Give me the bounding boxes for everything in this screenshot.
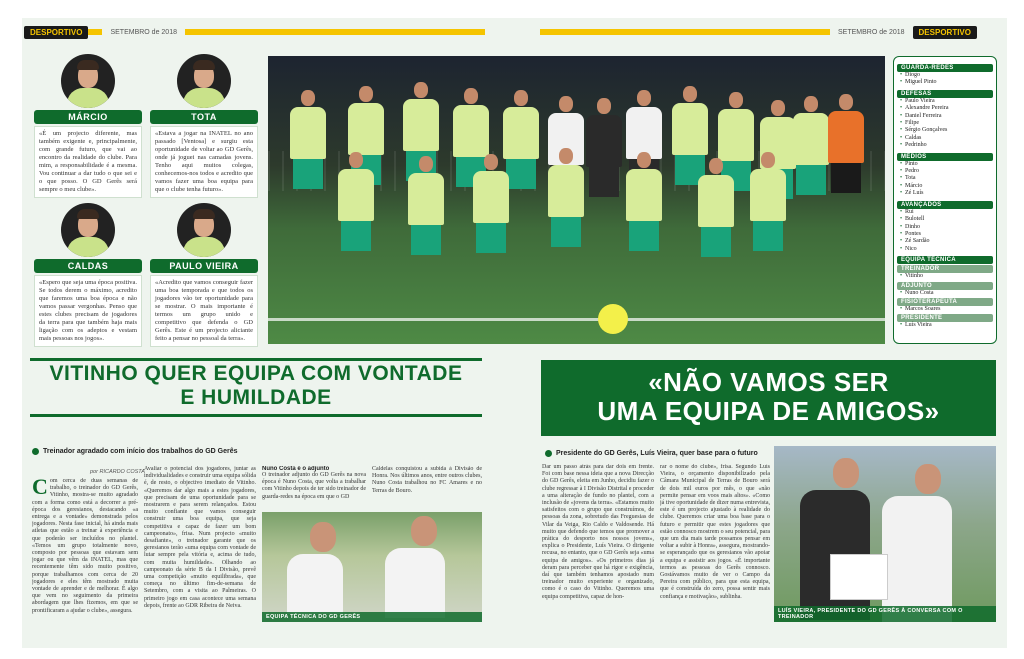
president-photo — [774, 446, 996, 622]
headline-rule — [30, 414, 482, 417]
squad-member: • Daniel Ferreira — [897, 113, 993, 120]
squad-member: • Bulotell — [897, 216, 993, 223]
player-figure — [793, 96, 829, 195]
squad-member: • Márcio — [897, 183, 993, 190]
squad-member: • Vitinho — [897, 273, 993, 280]
player-figure — [290, 90, 326, 189]
photo-caption: EQUIPA TÉCNICA DO GD GERÊS — [262, 612, 482, 622]
squad-member: • Sérgio Gonçalves — [897, 127, 993, 134]
document-sheet — [830, 554, 888, 600]
player-quote: «Estava a jogar na INATEL no ano passado [Ventosa] e surgiu esta oportunidade de voltar ao GD Gerês, onde já joguei nas camadas jovens. Tenho aqui muitos colegas, conhecemos-nos todos e acredito que vamos fazer uma boa equipa para que o clube tenha futuro». — [150, 126, 258, 198]
person-figure — [302, 522, 343, 614]
squad-section-title: TREINADOR — [897, 265, 993, 273]
squad-section-title: AVANÇADOS — [897, 201, 993, 209]
squad-list — [893, 56, 997, 344]
player-figure — [338, 152, 374, 251]
profile-paulo-vieira — [150, 203, 258, 347]
article-column: Dar um passo atrás para dar dois em frente. Foi com base nessa ideia que a nova Direcção do GD Gerês, eleita em Junho, decidiu fazer o clube regressar à I Divisão Distrital e proceder a uma alteração de fundo no plantel, com a inclusão de «jovens da terra». «Estamos muito satisfeitos com o grupo que construímos, de pessoas da zona, sobretudo das Freguesias de Vilar da Veiga, Rio Caldo e Valdosende. Há muito que defendo que temos que promover a prática do desporto nos nossos jovens», explica o Presidente, Luís Vieira. O dirigente recusa, no entanto, que o GD Gerês seja «uma equipa de amigos». «Os primeiros dias já deram para perceber que há rigor e exigência, daí que também tenhamos apostado num treinador muito experiente e organizado, como é o caso do Vitinho. Queremos uma equipa competitiva, capaz de hon- — [542, 464, 654, 600]
player-name: TOTA — [150, 110, 258, 124]
squad-member: • Miguel Pinto — [897, 79, 993, 86]
profile-caldas — [34, 203, 142, 347]
squad-member: • Pedrinho — [897, 142, 993, 149]
player-portrait — [61, 54, 115, 108]
squad-member: • Nuno Costa — [897, 290, 993, 297]
article-byline: por RICARDO COSTA — [90, 469, 145, 475]
player-name: MÁRCIO — [34, 110, 142, 124]
drop-cap: C — [32, 478, 48, 499]
squad-member: • Zé Sardão — [897, 238, 993, 245]
person-figure — [904, 464, 952, 622]
article-column: Caldelas conquistou a subida à Divisão de Honra. Nos últimos anos, entre outros clubes, Nuno Costa trabalhou no FC Amares e no Terras de Bouro. — [372, 466, 482, 494]
squad-member: • Filipe — [897, 120, 993, 127]
squad-section-title: PRESIDENTE — [897, 314, 993, 322]
brand-logo: DESPORTIVO — [24, 26, 88, 39]
profile-tota — [150, 54, 258, 198]
article-column: Com cerca de duas semanas de trabalho, o treinador do GD Gerês, Vitinho, mostra-se muito agradado com a forma como está a decorrer a pré-época dos geresianos, destacando «a entrega e a vontade» demonstrada pelos jogadores. Nesta fase inicial, há ainda mais atletas que estão a treinar à experiência e que poderão ser incluídos no plantel. «Temos um grupo totalmente novo, composto por pessoas que estavam sem jogar ou que vêm da INATEL, mas que recentemente têm sido muito positivo, porque trabalhamos com cerca de 20 jogadores e eles têm mostrado muita vontade de aprender e de melhorar. É algo que vem no seguimento da primeira abordagem que lhes fizemos, em que se prontificaram a ajudar o clube», assegura. — [32, 478, 138, 614]
player-quote: «É um projecto diferente, mas também exigente e, principalmente, com grande futuro, que vai ao encontro da realidade do clube. Para mim, a responsabilidade é a mesma. Vou continuar a dar tudo o que sei e o que posso. O GD Gerês será sempre o meu clube». — [34, 126, 142, 198]
player-figure — [750, 152, 786, 251]
article-subhead: Presidente do GD Gerês, Luís Vieira, quer base para o futuro — [545, 450, 758, 457]
player-name: CALDAS — [34, 259, 142, 273]
player-portrait — [61, 203, 115, 257]
squad-member: • Tota — [897, 175, 993, 182]
player-figure — [548, 148, 584, 247]
photo-caption: LUÍS VIEIRA, PRESIDENTE DO GD GERÊS À CONVERSA COM O TREINADOR — [774, 606, 996, 622]
squad-member: • Nico — [897, 246, 993, 253]
squad-member: • Pontes — [897, 231, 993, 238]
technical-staff-photo — [262, 512, 482, 622]
squad-member: • Diogo — [897, 72, 993, 79]
squad-member: • Paulo Vieira — [897, 98, 993, 105]
article-subhead: Treinador agradado com início dos trabalhos do GD Gerês — [32, 448, 238, 455]
article-column: Nuno Costa é o adjunto O treinador adjunto do GD Gerês na nova época é Nuno Costa, que volta a trabalhar com Vitinho depois de ter sido treinador de guarda-redes na época em que o GD — [262, 466, 366, 500]
squad-section-title: DEFESAS — [897, 90, 993, 98]
squad-member: • Marcos Soares — [897, 306, 993, 313]
person-figure — [402, 516, 445, 618]
squad-section-title: EQUIPA TÉCNICA — [897, 256, 993, 264]
squad-member: • Zé Luís — [897, 190, 993, 197]
player-figure — [626, 152, 662, 251]
squad-section-title: ADJUNTO — [897, 282, 993, 290]
headline-vitinho: VITINHO QUER EQUIPA COM VONTADE E HUMILDADE — [49, 362, 463, 409]
player-figure — [698, 158, 734, 257]
player-figure — [473, 154, 509, 253]
squad-member: • Luís Vieira — [897, 322, 993, 329]
pitch-line — [268, 318, 885, 321]
headline-rule — [30, 358, 482, 361]
player-figure — [408, 156, 444, 255]
bullet-icon — [545, 450, 552, 457]
player-name: PAULO VIEIRA — [150, 259, 258, 273]
issue-date: SETEMBRO de 2018 — [110, 28, 177, 36]
staff-figure — [586, 98, 622, 197]
goalkeeper-figure — [828, 94, 864, 193]
squad-section-title: MÉDIOS — [897, 153, 993, 161]
brand-logo-right: DESPORTIVO — [913, 26, 977, 39]
squad-member: • Pedro — [897, 168, 993, 175]
column-subheading: Nuno Costa é o adjunto — [262, 466, 330, 472]
player-quote: «Acredito que vamos conseguir fazer uma boa temporada e que todos os jogadores vão ter oportunidade para se mostrar. O mais importante é termos um grupo unido e competitivo que defenda o GD Gerês. Este é um projecto aliciante feito a pensar no pessoal da terra». — [150, 275, 258, 347]
headline-luis-vieira: «NÃO VAMOS SER UMA EQUIPA DE AMIGOS» — [541, 360, 996, 436]
bullet-icon — [32, 448, 39, 455]
squad-section-title: FISIOTERAPEUTA — [897, 298, 993, 306]
team-photo — [268, 56, 885, 344]
issue-date-right: SETEMBRO de 2018 — [838, 28, 905, 36]
football — [598, 304, 628, 334]
squad-section-title: GUARDA-REDES — [897, 64, 993, 72]
player-quote: «Espero que seja uma época positiva. Se todos derem o máximo, acredito que faremos uma boa época e não vamos passar vergonhas. Penso que estes clubes precisam de jogadores da terra para que também haja mais ligação com os adeptos e vestam mais pessoas nos jogos». — [34, 275, 142, 347]
profile-marcio — [34, 54, 142, 198]
squad-member: • Pinto — [897, 161, 993, 168]
squad-member: • Alexandre Pereira — [897, 105, 993, 112]
squad-member: • Caldas — [897, 135, 993, 142]
player-portrait — [177, 203, 231, 257]
squad-member: • Dinho — [897, 224, 993, 231]
article-column: rar o nome do clube», frisa. Segundo Luís Vieira, o orçamento disponibilizado pela Câmara Municipal de Terras de Bouro será de dois mil euros por mês, o que «não permite pensar em voos mais altos». «Como já tive oportunidade de dizer numa entrevista, este é um projecto ajustado à realidade do clube. Queremos criar uma boa base para o futuro e permitir que estes jogadores que estão connosco mostrem o seu potencial, para que um dia mais tarde possamos pensar em voltar a subir à Honra», assegura, mostrando-se esperançado que os geresianos vão apoiar a equipa e assistir aos jogos. «É importante termos as pessoas do Gerês connosco. Gostávamos muito de ver o Campo da Pereira com público, para que esta equipa, que é construída do zero, possa sentir mais confiança e motivação», sublinha. — [660, 464, 770, 600]
header-right — [540, 26, 977, 38]
article-column: Avaliar o potencial dos jogadores, juntar as individualidades e construir uma equipa sólida é, de resto, o objectivo imediato de Vitinho. «Queremos dar algo mais a estes jogadores, que precisam de uma oportunidade para se mostrarem e para serem relançados. Estou muito confiante que vamos conseguir construir uma boa equipa, que seja competitiva e capaz de fazer um bom campeonato», frisa. Num projecto «muito desafiante», o treinador garante que os geresianos terão «uma equipa com vontade de lutar sempre pela vitória e, acima de tudo, com muita humildade». Olhando ao campeonato da série B da I Divisão, prevê uma competição «muito equilibrada», que começa no último fim-de-semana de Setembro, com a visita ao Palmeiras. O primeiro jogo em casa acontece uma semana depois, frente ao GDR Ribeira de Neiva. — [144, 466, 256, 609]
header-left — [24, 26, 485, 38]
player-portrait — [177, 54, 231, 108]
squad-member: • Rui — [897, 209, 993, 216]
